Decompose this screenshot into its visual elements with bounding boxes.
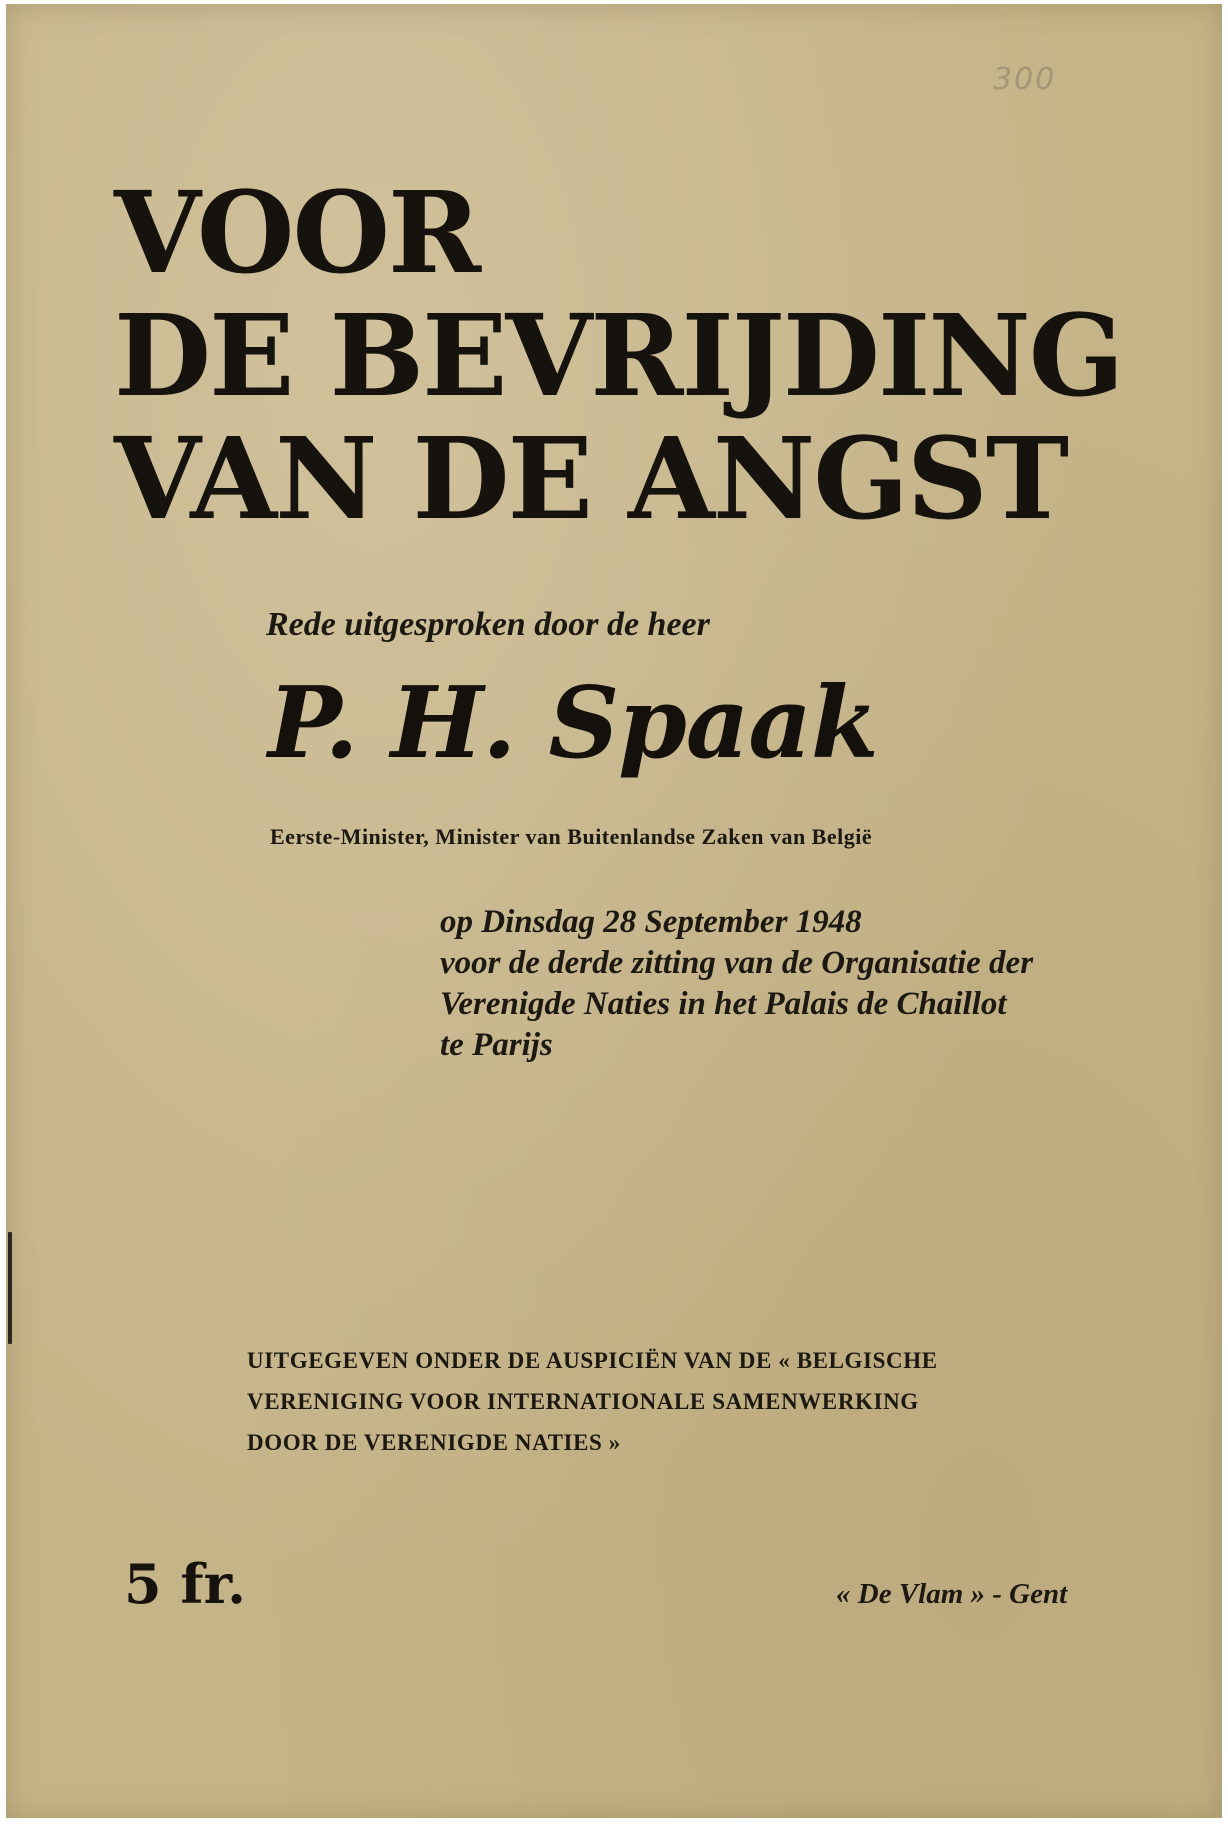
event-line-4: te Parijs <box>440 1027 553 1063</box>
speaker-name: P. H. Spaak <box>268 666 878 781</box>
event-details <box>440 902 1033 1066</box>
event-line-1: op Dinsdag 28 September 1948 <box>440 904 862 940</box>
booklet-cover <box>6 4 1222 1818</box>
event-line-2: voor de derde zitting van de Organisatie der <box>440 945 1034 981</box>
cover-title <box>114 168 1123 545</box>
publisher-note-line-3: DOOR DE VERENIGDE NATIES » <box>247 1430 621 1455</box>
event-line-3: Verenigde Naties in het Palais de Chaillot <box>440 986 1007 1022</box>
pencil-note: 300 <box>993 62 1057 97</box>
title-line-1: VOOR <box>114 168 480 299</box>
publisher-note <box>247 1340 1037 1463</box>
staple-mark <box>8 1232 12 1344</box>
subtitle: Rede uitgesproken door de heer <box>266 606 710 643</box>
price: 5 fr. <box>124 1552 246 1616</box>
publisher-imprint: « De Vlam » - Gent <box>836 1578 1068 1610</box>
publisher-note-line-2: VERENIGING VOOR INTERNATIONALE SAMENWERKING <box>247 1389 919 1414</box>
title-line-3: VAN DE ANGST <box>114 414 1068 545</box>
publisher-note-line-1: UITGEGEVEN ONDER DE AUSPICIËN VAN DE « BELGISCHE <box>247 1348 938 1373</box>
title-line-2: DE BEVRIJDING <box>114 291 1123 422</box>
speaker-role: Eerste-Minister, Minister van Buitenlandse Zaken van België <box>270 824 873 849</box>
